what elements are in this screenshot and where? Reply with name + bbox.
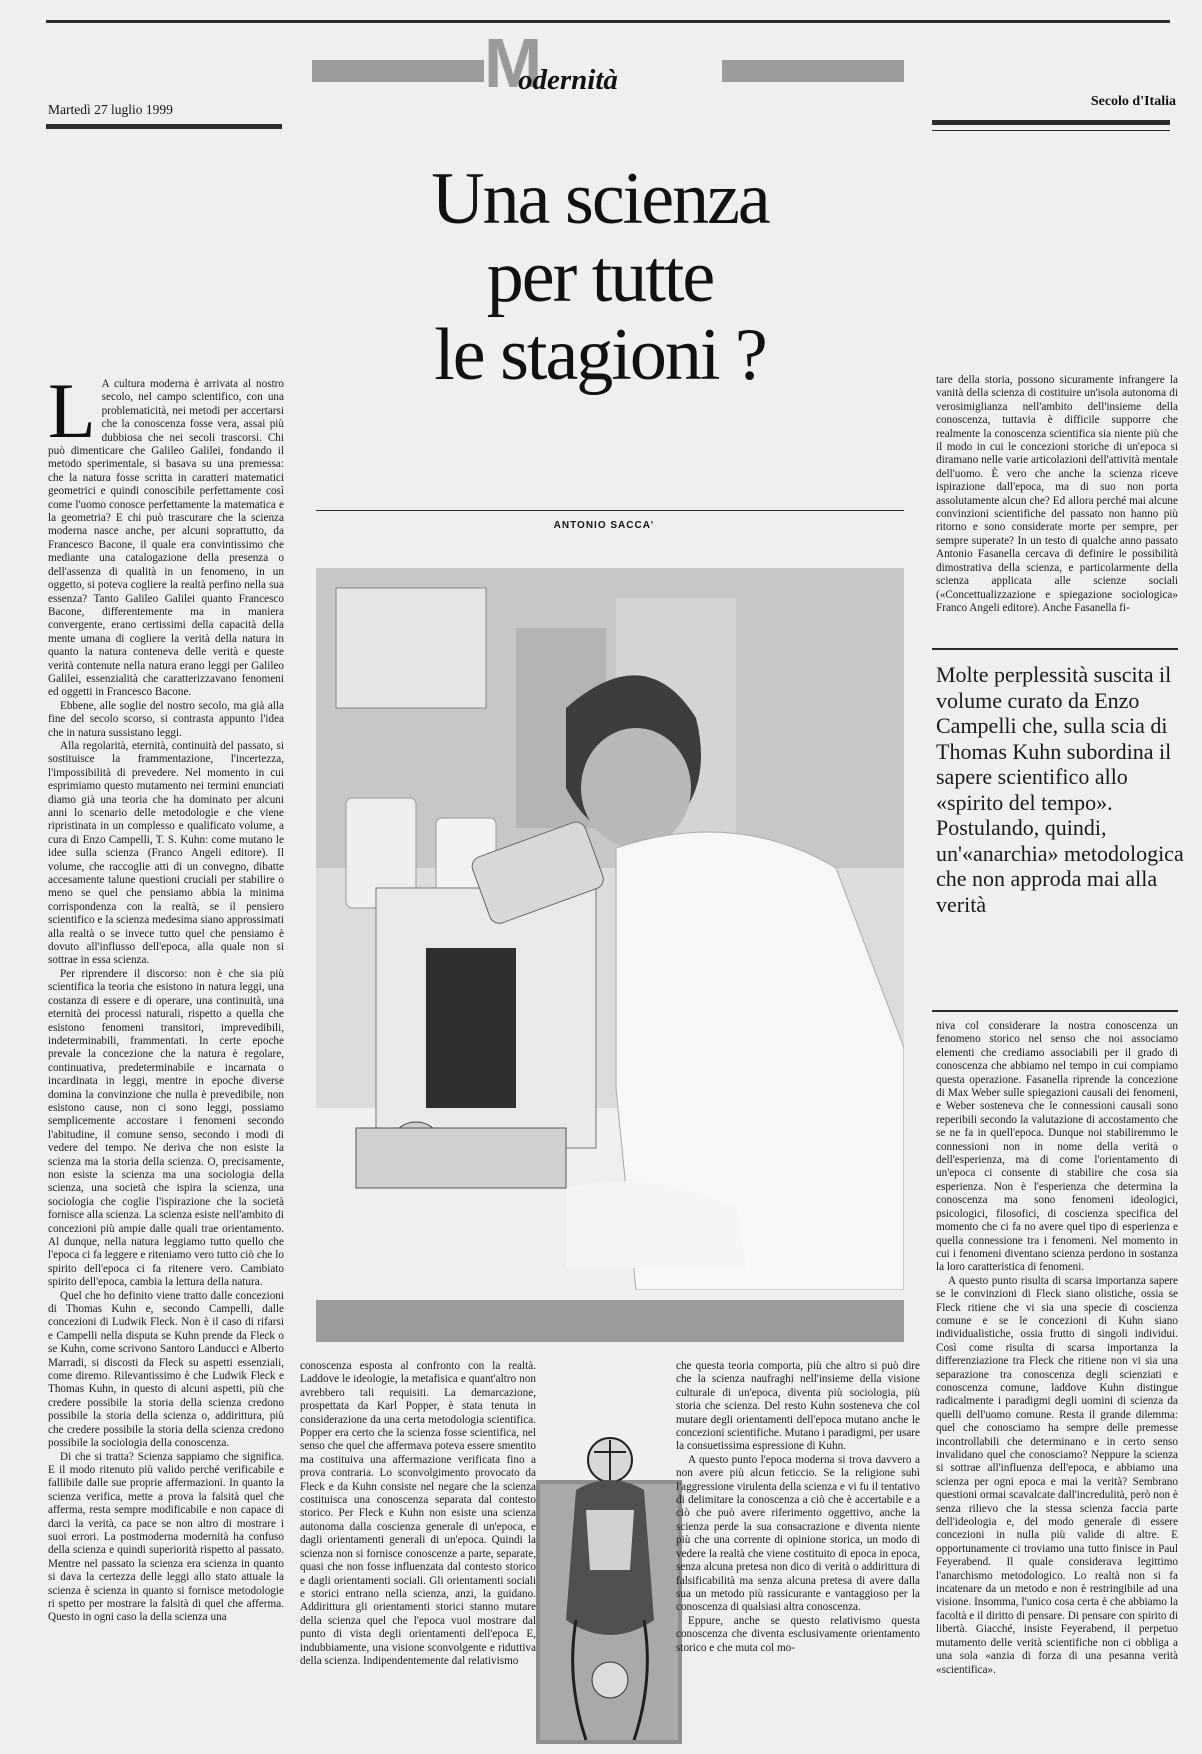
- newspaper-name: Secolo d'Italia: [1090, 94, 1176, 109]
- article-column-4-bottom: [936, 1020, 1178, 1748]
- pullquote-top-rule: [932, 648, 1178, 650]
- col4-para-1: tare della storia, possono sicuramente infrangere la vanità della scienza di costituire un'isola autonoma di verosimiglianza nell'ambito dell'insieme della conoscenza, tuttavia è difficile supporre che realmente la conoscenza scientifica sia niente più che il modo in cui le concezioni storiche di un'epoca si diramano nelle varie articolazioni dell'attività mentale dell'uomo. È vero che anche la scienza riceve ispirazione dall'epoca, ma di suo non porta assolutamente alcun che? Ed allora perché mai alcune convinzioni scientifiche del passato non hanno più ritorno e sono considerate morte per sempre, per sempre superate? In un testo di qualche anno passato Antonio Fasanella cercava di definire le possibilità dimostrativa della scienza, e particolarmente della scienza applicata alle scienze sociali («Concettualizzazione e spiegazione sociologica» Franco Angeli editore). Anche Fasanella fi-: [936, 374, 1178, 614]
- col3-para-1: che questa teoria comporta, più che altro si può dire che la scienza naufraghi nell'insieme della visione culturale di un'epoca, diventa più sociologia, più storia che scienza. Del resto Kuhn sosteneva che col mutare degli orientamenti dell'epoca mutano anche le concezioni scientifiche. Mutano i paradigmi, per usare la consuetissima espressione di Kuhn.: [676, 1360, 920, 1453]
- drop-cap: L: [48, 378, 96, 454]
- section-band-left: [312, 60, 484, 82]
- col4-para-2: niva col considerare la nostra conoscenza un fenomeno storico nel senso che noi associamo elementi che crediamo associabili per il grado di conoscenza che abbiamo nel tempo in cui compiamo questa operazione. Fasanella riprende la concezione di Max Weber sulle spiegazioni causali dei fenomeni, e Weber sosteneva che le connessioni causali sono reperibili secondo la valutazione di accostamento che se ne fa in quell'epoca. Dunque noi stabiliremmo le connessioni non in nome della verità o dell'esperienza, ma di come l'orientamento di un'epoca ci consente di stabilire che cosa sia esperienza. Non è l'esperienza che determina la conoscenza ma sono fenomeni ideologici, psicologici, filosofici, di coscienza specifica del momento che ci fa no avere quel tipo di esperienza e quella connessione tra i fenomeni. Nel momento in cui i fenomeni diventano scienza perdono in sostanza la loro caratteristica di fenomeni.: [936, 1020, 1178, 1274]
- issue-date: Martedì 27 luglio 1999: [48, 102, 173, 117]
- headline-rule: [316, 510, 904, 511]
- article-column-1: [48, 378, 284, 1748]
- pullquote-bottom-rule: [932, 1010, 1178, 1012]
- top-rule: [46, 20, 1170, 23]
- article-column-2: [300, 1360, 536, 1748]
- byline: ANTONIO SACCA': [553, 520, 655, 531]
- headline-line-2: per tutte: [486, 236, 714, 318]
- col4-para-3: A questo punto risulta di scarsa importanza sapere se le convinzioni di Fleck siano olistiche, ossia se Fleck ritiene che vi sia una specie di coscienza comune e se le concezioni di Kuhn siano individualistiche, ossia frutto di singoli individui. Così come risulta di scarsa importanza la differenziazione tra Fleck che ritiene non vi sia una separazione tra conoscenza degli scienziati e conoscenza comune, laddove Kuhn distingue radicalmente i paradigmi degli uomini di scienza da quelli dell'uomo comune. Resta il grande dilemma: quel che conosciamo ha sempre delle premesse incontrollabili che determinano e in certo senso invalidano quel che conosciamo? Neppure la scienza si sottrae all'influenza dell'epoca, e abbiamo una scienza per ogni epoca e mai la verità? Sembrano questioni ormai scavalcate dall'incredulità, però non è senza rilievo che la stessa scienza faccia parte dell'ideologia e, del modo generale di essere concezioni in nulla più valide di altre. E opportunamente ci troviamo una tutto finisce in Paul Feyerabend. Il quale considerava legittimo l'anarchismo metodologico. Lo realtà non si fa incatenare da un metodo e non è restringibile ad una visione. Insomma, l'unico cosa certa è che abbiamo la facoltà e il diritto di pensare. Di pensare con spirito di libertà. Giacché, insiste Feyerabend, il perpetuo mutamento delle verità scientifiche non ci obbliga a una sola «anzia di forza di una pesanna verità «scientifica».: [936, 1274, 1178, 1676]
- col3-para-3: Eppure, anche se questo relativismo questa conoscenza che diventa esclusivamente orientamento storico e che muta col mo-: [676, 1614, 920, 1654]
- left-col-rule: [46, 124, 282, 129]
- pullquote: Molte perplessità suscita il volume curato da Enzo Campelli che, sulla scia di Thomas Kuhn subordina il sapere scientifico allo «spirito del tempo». Postulando, quindi, un'«anarchia» metodologica che non approda mai alla verità: [936, 662, 1184, 917]
- section-title: [484, 24, 722, 102]
- section-band-right: [722, 60, 904, 82]
- lab-photo: [316, 568, 904, 1290]
- section-initial: M: [484, 24, 543, 102]
- article-column-3: [676, 1360, 920, 1748]
- lab-photo-illustration: [316, 568, 904, 1290]
- figure-drawing: [536, 1420, 682, 1744]
- col1-para-5: Quel che ho definito viene tratto dalle concezioni di Thomas Kuhn e, secondo Campelli, dalle concezioni di Ludwik Fleck. Non è il caso di rifarsi e Campelli nella disputa se Kuhn prende da Fleck o se Kuhn, come scrivono Santoro Landucci e Alberto Marradi, si discosti da Fleck su aspetti essenziali, come diremo. Rilevantissimo è che Ludwik Fleck e Thomas Kuhn, in questo di alcuni aspetti, più che credere possibile la storia della scienza credono possibile la storia della scienza o, addirittura, più che credere possibile la storia della scienza credono possibile la sociologia della conoscenza.: [48, 1289, 284, 1450]
- col1-para-6: Di che si tratta? Scienza sappiamo che significa. E il modo ritenuto più valido perché verificabile e fallibile dalle sue proprie affermazioni. In quanto la scienza verifica, mette a prova la falsità quel che afferma, resta sempre modificabile e non capace di darci la verità, ca pace se non altro di mostrare i suoi errori. La postmoderna modernità ha confuso della scienza e quindi superiorità rispetto al passato. Mentre nel passato la scienza era scienza in quanto si dava la certezza delle leggi allo stato attuale la scienza è scienza in quanto si fornisce metodologie ri spetto per mostrare la falsità di quel che afferma. Questo in ogni caso la della scienza una: [48, 1450, 284, 1624]
- right-col-rule: [932, 120, 1170, 125]
- headline-line-1: Una scienza: [431, 158, 769, 240]
- right-col-rule-thin: [932, 130, 1170, 131]
- headline: [300, 160, 900, 394]
- photo-caption-band: [316, 1300, 904, 1342]
- col1-para-2: Ebbene, alle soglie del nostro secolo, ma già alla fine del secolo scorso, si contrasta appunto l'idea che in natura sussistano leggi.: [48, 699, 284, 739]
- headline-line-3: le stagioni ?: [434, 314, 766, 396]
- article-column-4-top: [936, 374, 1178, 638]
- col1-para-1: A cultura moderna è arrivata al nostro secolo, nel campo scientifico, con una problematicità, nei metodi per accertarsi che la conoscenza fosse vera, assai più dubbiosa che nei secoli trascorsi. Chi può dimenticare che Galileo Galilei, fondando il metodo sperimentale, si basava su una premessa: che la natura fosse scritta in caratteri matematici geometrici e quindi conoscibile perfettamente così come l'uomo conosce perfettamente la matematica e la geometria? E chi può trascurare che la scienza moderna nasce anche, per alcuni soprattutto, da Francesco Bacone, il quale era convintissimo che mediante una catalogazione della presenza o dell'assenza di qualità in un fenomeno, in un oggetto, si poteva cogliere la realtà perfino nella sua essenza? Tanto Galileo Galilei quanto Francesco Bacone, differentemente ma in maniera convergente, erano certissimi della capacità della mente umana di cogliere la verità della natura in quanto la natura conteneva delle verità e queste verità contenute nella natura erano leggi per Galileo Galilei, essenzialità che caratterizzavano fenomeni ed oggetti in Francesco Bacone.: [48, 378, 284, 699]
- col3-para-2: A questo punto l'epoca moderna si trova davvero a non avere più alcun feticcio. Se la religione subì l'aggressione virulenta della scienza e vi fu il tentativo di delimitare la conoscenza a ciò che è accertabile e a ciò che può avere riferimento oggettivo, anche la scienza perde la sua consacrazione e diventa niente più che una corrente di opinione storica, un modo di vedere la realtà che viene costituito di epoca in epoca, senza alcuna pretesa non dico di verità o addirittura di falsificabilità ma senza alcuna pretesa di avere dalla sua un metodo più rassicurante e vantaggioso per la conoscenza di qualsiasi altra conoscenza.: [676, 1453, 920, 1614]
- surreal-figure-illustration: [536, 1420, 682, 1744]
- col2-para-1: conoscenza esposta al confronto con la realtà. Laddove le ideologie, la metafisica e quant'altro non avrebbero tali requisiti. La demarcazione, prospettata da Karl Popper, è stata tenuta in considerazione da una certa metodologia scientifica. Popper era certo che la scienza fosse scientifica, nel senso che quel che affermava poteva essere smentito ma costituiva una affermazione verificata fino a prova contraria. Lo sconvolgimento provocato da Fleck e da Kuhn consiste nel negare che la scienza costituisca una conoscenza separata dal contesto storico. Per Fleck e Kuhn non esiste una scienza autonoma dalla coscienza generale di un'epoca, e dagli orientamenti generali di un'epoca. Quindi la scienza non si fornisce conoscenze a parte, separate, quasi che non fosse influenzata dal contesto storico e dagli orientamenti sociali. Gli orientamenti sociali e storici entrano nella scienza, anzi, la guidano. Addirittura gli orientamenti storici stanno mutare della scienza quel che l'epoca vuol mostrare dal punto di vista degli orientamenti dell'epoca E, indubbiamente, una visione sconvolgente e riduttiva della scienza. Indipendentemente dal relativismo: [300, 1360, 536, 1667]
- col1-para-4: Per riprendere il discorso: non è che sia più scientifica la teoria che esistono in natura leggi, una costanza di essere e di operare, una continuità, una eternità dei processi naturali, rispetto a quella che esistono fenomeni transitori, imprevedibili, indeterminabili, frammentati. In certe epoche prevale la concezione che la natura è regolare, continuativa, predeterminabile e incarnata o incardinata in leggi, mentre in epoche diverse domina la convinzione che nulla è prevedibile, non esistono cause, non ci sono leggi, possiamo semplicemente accostare i fenomeni secondo l'abitudine, il comune senso, secondo i modi di vedere del tempo. Ne deriva che non esiste la scienza ma la storia della scienza. O, precisamente, non esiste la scienza ma una sociologia della scienza, una società che ispira la scienza, una sociologia che coglie l'ispirazione che la società fornisce alla scienza. La scienza esiste nell'ambito di concezioni più ampie dalle quali trae orientamento. Al dunque, nella natura leggiamo tutto quello che l'epoca ci fa leggere e riteniamo vero tutto ciò che lo spirito dell'epoca ci fa ritenere vero. Cambiato spirito dell'epoca, cambia la lettura della natura.: [48, 967, 284, 1289]
- col1-para-3: Alla regolarità, eternità, continuità del passato, si sostituisce la frammentazione, l'incertezza, l'impossibilità di prevedere. Nel momento in cui esprimiamo questo mutamento nei termini enunciati diamo già una teoria che ha dominato per alcuni anni lo scenario delle metodologie e che viene ripristinata in un complesso e qualificato volume, a cura di Enzo Campelli, T. S. Kuhn: come mutano le idee sulla scienza (Franco Angeli editore). Il volume, che raccoglie atti di un convegno, dibatte accesamente talune questioni cruciali per stabilire o meno se quel che pensiamo abbia la minima corrispondenza con la realtà, se il pensiero scientifico e la scienza medesima siano approssimati alla realtà o se invece tutto quel che pensiamo è dovuto all'influsso dell'epoca, alla quale non si sottrae in essa scienza.: [48, 739, 284, 967]
- section-rest: odernità: [518, 64, 618, 96]
